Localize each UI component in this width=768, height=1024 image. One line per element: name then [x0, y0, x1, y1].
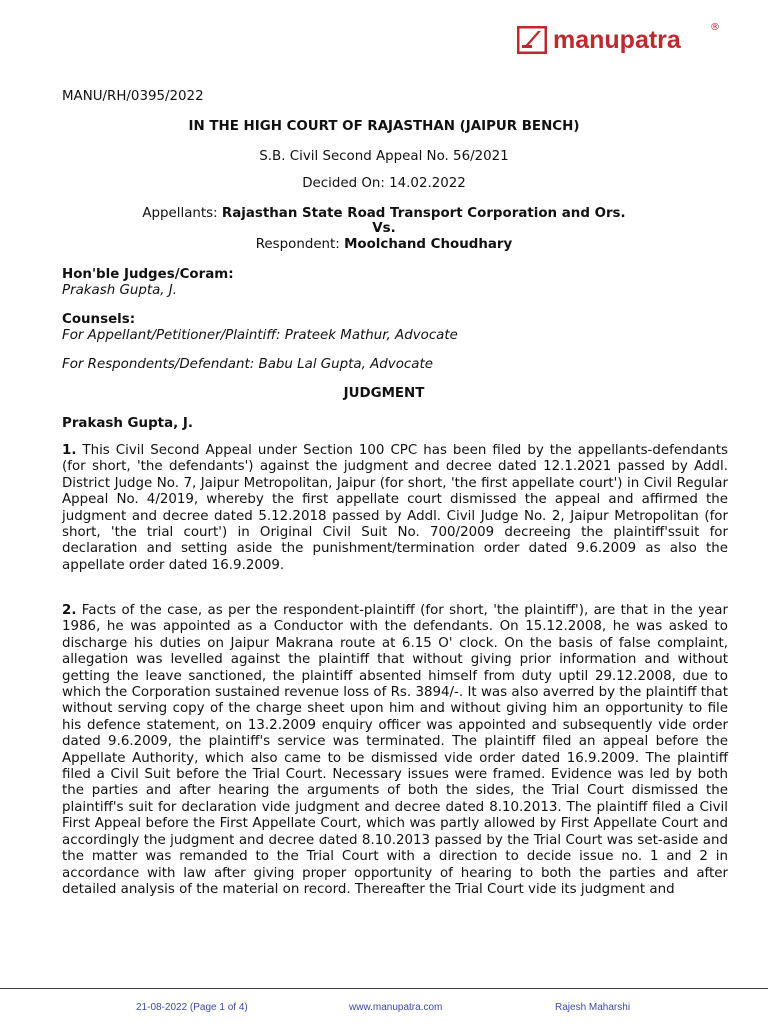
paragraph-1 — [62, 443, 728, 574]
paragraph-text: Facts of the case, as per the respondent-plaintiff (for short, 'the plaintiff'), are that in the year 1986, he was appointed as a Conductor with the defendants. On 15.12.2008, he was asked to discharge his duties on Jaipur Makrana route at 6.15 O' clock. On the basis of false complaint, allegation was levelled against the plaintiff that without giving prior information and without getting the leave sanctioned, the plaintiff absented himself from duty uptil 29.12.2008, due to which the Corporation sustained revenue loss of Rs. 3894/-. It was also averred by the plaintiff that without serving copy of the charge sheet upon him and without giving him an opportunity to file his defence statement, on 13.2.2009 enquiry officer was appointed and subsequently vide order dated 9.6.2009, the plaintiff's service was terminated. The plaintiff filed an appeal before the Appellate Authority, which also came to be dismissed vide order dated 16.9.2009. The plaintiff filed a Civil Suit before the Trial Court. Necessary issues were framed. Evidence was led by both the parties and after hearing the arguments of both the sides, the Trial Court dismissed the plaintiff's suit for declaration vide judgment and decree dated 8.10.2013. The plaintiff filed a Civil First Appeal before the First Appellate Court, which was partly allowed by First Appellate Court and accordingly the judgment and decree dated 8.10.2013 passed by the Trial Court was set-aside and the matter was remanded to the Trial Court with a direction to decide issue no. 1 and 2 in accordance with law after giving proper opportunity of hearing to both the parties and after detailed analysis of the material on record. Thereafter the Trial Court vide its judgment and — [62, 603, 729, 897]
paragraph-2 — [62, 603, 728, 898]
judges-heading: Hon'ble Judges/Coram: — [62, 267, 234, 282]
paragraph-number: 2. — [62, 603, 77, 618]
logo-text: manupatra — [553, 25, 681, 54]
respondent-name: Moolchand Choudhary — [344, 237, 513, 252]
paragraph-number: 1. — [62, 443, 77, 458]
judges-names: Prakash Gupta, J. — [62, 283, 178, 298]
decided-on: Decided On: 14.02.2022 — [302, 176, 466, 191]
manupatra-logo — [517, 22, 720, 56]
registered-mark: ® — [710, 22, 720, 33]
counsel-appellant: For Appellant/Petitioner/Plaintiff: Prateek Mathur, Advocate — [62, 328, 458, 343]
footer-user: Rajesh Maharshi — [555, 1002, 631, 1013]
footer-website-link[interactable]: www.manupatra.com — [349, 1002, 443, 1013]
manupatra-logo-icon — [517, 26, 547, 54]
court-name: IN THE HIGH COURT OF RAJASTHAN (JAIPUR BENCH) — [188, 119, 580, 134]
case-number: S.B. Civil Second Appeal No. 56/2021 — [259, 149, 509, 164]
respondent-label: Respondent: — [255, 237, 340, 252]
paragraph-text: This Civil Second Appeal under Section 100 CPC has been filed by the appellants-defendants (for short, 'the defendants') against the judgment and decree dated 12.1.2021 passed by Addl. District Judge No. 7, Jaipur Metropolitan, Jaipur (for short, 'the first appellate court') in Civil Regular Appeal No. 4/2019, whereby the first appellate court dismissed the appeal and affirmed the judgment and decree dated 5.12.2018 passed by Addl. Civil Judge No. 2, Jaipur Metropolitan (for short, 'the trial court') in Original Civil Suit No. 700/2009 decreeing the plaintiff'ssuit for declaration and setting aside the punishment/termination order dated 9.6.2009 as also the appellate order dated 16.9.2009. — [62, 443, 728, 573]
judgment-heading: JUDGMENT — [343, 386, 425, 401]
footer-divider — [0, 988, 768, 989]
appellants-line — [0, 206, 768, 222]
judgment-author: Prakash Gupta, J. — [62, 416, 193, 431]
footer-page-info: 21-08-2022 (Page 1 of 4) — [136, 1002, 248, 1013]
citation: MANU/RH/0395/2022 — [62, 89, 204, 104]
versus: Vs. — [372, 221, 396, 236]
counsels-heading: Counsels: — [62, 312, 136, 327]
respondent-line — [0, 237, 768, 253]
counsel-respondent: For Respondents/Defendant: Babu Lal Gupta, Advocate — [62, 357, 433, 372]
appellants-name: Rajasthan State Road Transport Corporation and Ors. — [221, 206, 626, 221]
appellants-label: Appellants: — [142, 206, 218, 221]
